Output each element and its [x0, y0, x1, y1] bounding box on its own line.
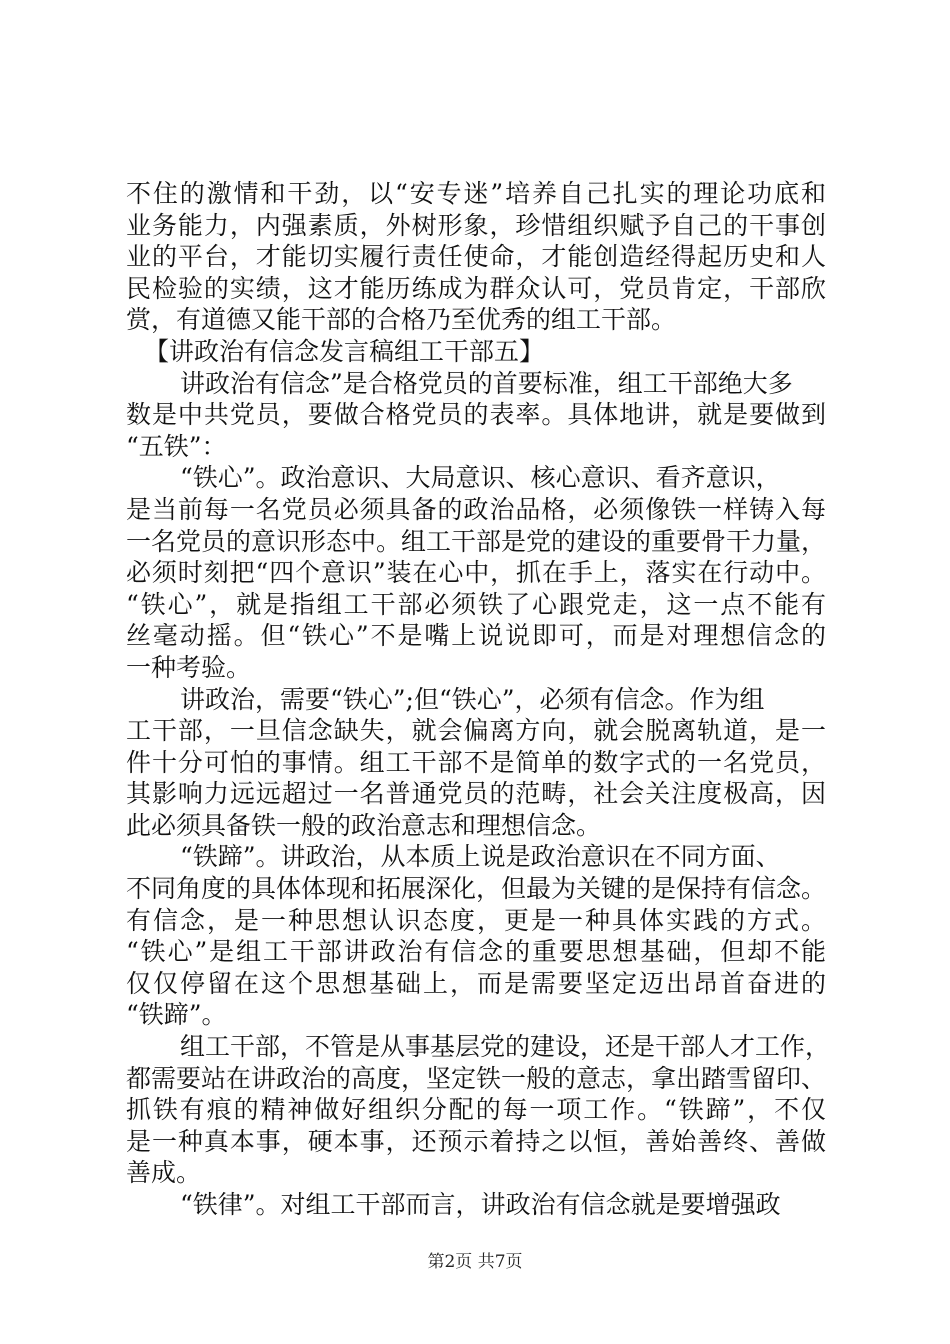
- text-line: 其影响力远远超过一名普通党员的范畴，社会关注度极高，因: [126, 779, 826, 809]
- text-line: 仅仅停留在这个思想基础上，而是需要坚定迈出昂首奋进的: [126, 968, 826, 998]
- text-line: 工干部，一旦信念缺失，就会偏离方向，就会脱离轨道，是一: [126, 716, 826, 746]
- text-line: 有信念，是一种思想认识态度，更是一种具体实践的方式。: [126, 905, 826, 935]
- text-line: “五铁”：: [126, 431, 227, 461]
- document-body: [126, 178, 831, 1221]
- text-line: 都需要站在讲政治的高度，坚定铁一般的意志，拿出踏雪留印、: [126, 1063, 827, 1093]
- text-line: 一名党员的意识形态中。组工干部是党的建设的重要骨干力量，: [126, 526, 827, 556]
- text-line: “铁心”是组工干部讲政治有信念的重要思想基础，但却不能: [126, 937, 826, 967]
- text-line: “铁心”。政治意识、大局意识、核心意识、看齐意识，: [180, 463, 781, 493]
- page-number-footer: 第2页 共7页: [427, 1252, 523, 1272]
- text-line: 必须时刻把“四个意识”装在心中，抓在手上，落实在行动中。: [126, 558, 826, 588]
- text-line: 是当前每一名党员必须具备的政治品格，必须像铁一样铸入每: [126, 494, 826, 524]
- text-line: “铁律”。对组工干部而言，讲政治有信念就是要增强政: [180, 1190, 781, 1219]
- text-line: “铁心”，就是指组工干部必须铁了心跟党走，这一点不能有: [126, 589, 826, 619]
- text-line: 不同角度的具体体现和拓展深化，但最为关键的是保持有信念。: [126, 874, 827, 904]
- text-line: 数是中共党员，要做合格党员的表率。具体地讲，就是要做到: [126, 400, 826, 430]
- text-line: 业的平台，才能切实履行责任使命，才能创造经得起历史和人: [126, 242, 826, 272]
- text-line: 业务能力，内强素质，外树形象，珍惜组织赋予自己的干事创: [126, 210, 826, 240]
- text-line: 讲政治有信念”是合格党员的首要标准，组工干部绝大多: [180, 368, 793, 398]
- text-line: 不住的激情和干劲，以“安专迷”培养自己扎实的理论功底和: [126, 179, 826, 208]
- text-line: 善成。: [126, 1158, 202, 1188]
- text-line: “铁蹄”。: [126, 1000, 227, 1030]
- text-line: “铁蹄”。讲政治，从本质上说是政治意识在不同方面、: [180, 842, 781, 872]
- text-line: 讲政治，需要“铁心”;但“铁心”，必须有信念。作为组: [180, 684, 765, 714]
- text-line: 件十分可怕的事情。组工干部不是简单的数字式的一名党员，: [126, 747, 826, 777]
- text-line: 是一种真本事，硬本事，还预示着持之以恒，善始善终、善做: [126, 1126, 826, 1156]
- section-heading: 【讲政治有信念发言稿组工干部五】: [144, 336, 545, 366]
- text-line: 组工干部，不管是从事基层党的建设，还是干部人才工作，: [180, 1032, 831, 1062]
- text-line: 民检验的实绩，这才能历练成为群众认可，党员肯定，干部欣: [126, 273, 826, 303]
- text-line: 抓铁有痕的精神做好组织分配的每一项工作。“铁蹄”，不仅: [126, 1095, 826, 1125]
- text-line: 赏，有道德又能干部的合格乃至优秀的组工干部。: [126, 305, 677, 335]
- text-line: 此必须具备铁一般的政治意志和理想信念。: [126, 810, 602, 840]
- text-line: 丝毫动摇。但“铁心”不是嘴上说说即可，而是对理想信念的: [126, 621, 826, 651]
- text-line: 一种考验。: [126, 652, 252, 682]
